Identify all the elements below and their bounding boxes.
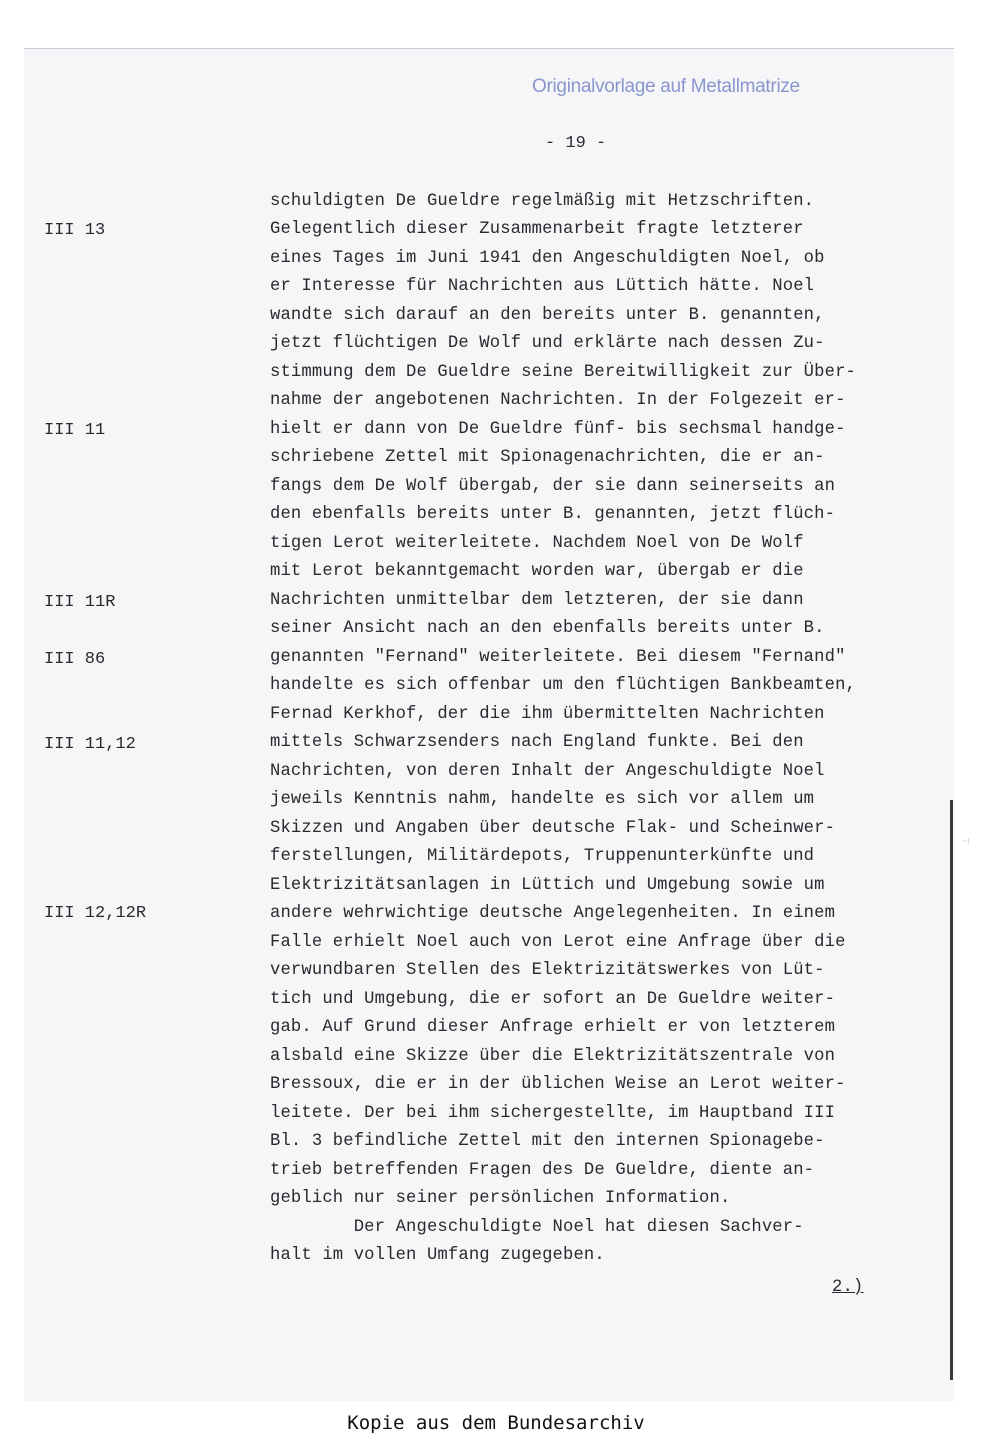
text-line: stimmung dem De Gueldre seine Bereitwilligkeit zur Über-	[270, 363, 856, 382]
text-line: nahme der angebotenen Nachrichten. In der Folgezeit er-	[270, 391, 846, 410]
text-line: tigen Lerot weiterleitete. Nachdem Noel von De Wolf	[270, 534, 804, 553]
text-line: Elektrizitätsanlagen in Lüttich und Umgebung sowie um	[270, 876, 825, 895]
margin-note: III 11	[44, 421, 106, 440]
text-line: Nachrichten unmittelbar dem letzteren, der sie dann	[270, 591, 804, 610]
text-line: andere wehrwichtige deutsche Angelegenheiten. In einem	[270, 904, 836, 923]
text-line: jetzt flüchtigen De Wolf und erklärte nach dessen Zu-	[270, 334, 825, 353]
text-line: Falle erhielt Noel auch von Lerot eine Anfrage über die	[270, 933, 846, 952]
text-line: gab. Auf Grund dieser Anfrage erhielt er von letzterem	[270, 1018, 836, 1037]
text-line: Der Angeschuldigte Noel hat diesen Sachver-	[270, 1218, 804, 1237]
margin-note: III 13	[44, 221, 106, 240]
text-line: jeweils Kenntnis nahm, handelte es sich vor allem um	[270, 790, 815, 809]
text-line: schuldigten De Gueldre regelmäßig mit Hetzschriften.	[270, 192, 815, 211]
text-line: fangs dem De Wolf übergab, der sie dann seinerseits an	[270, 477, 836, 496]
text-line: halt im vollen Umfang zugegeben.	[270, 1246, 605, 1265]
text-line: Bressoux, die er in der üblichen Weise an Lerot weiter-	[270, 1075, 846, 1094]
text-line: Bl. 3 befindliche Zettel mit den internen Spionagebe-	[270, 1132, 825, 1151]
text-line: handelte es sich offenbar um den flüchtigen Bankbeamten,	[270, 676, 856, 695]
margin-note: III 12,12R	[44, 904, 147, 923]
text-line: leitete. Der bei ihm sichergestellte, im Hauptband III	[270, 1104, 836, 1123]
text-line: eines Tages im Juni 1941 den Angeschuldigten Noel, ob	[270, 249, 825, 268]
text-line: tich und Umgebung, die er sofort an De Gueldre weiter-	[270, 990, 836, 1009]
text-line: Gelegentlich dieser Zusammenarbeit fragte letzterer	[270, 220, 804, 239]
archive-footer: Kopie aus dem Bundesarchiv	[347, 1412, 645, 1434]
text-line: alsbald eine Skizze über die Elektrizitätszentrale von	[270, 1047, 836, 1066]
text-line: wandte sich darauf an den bereits unter B. genannten,	[270, 306, 825, 325]
text-line: er Interesse für Nachrichten aus Lüttich hätte. Noel	[270, 277, 815, 296]
margin-mark: ⁻⁾	[962, 838, 970, 849]
text-line: den ebenfalls bereits unter B. genannten, jetzt flüch-	[270, 505, 836, 524]
text-line: schriebene Zettel mit Spionagenachrichten, die er an-	[270, 448, 825, 467]
text-line: seiner Ansicht nach an den ebenfalls bereits unter B.	[270, 619, 825, 638]
continuation-marker: 2.)	[832, 1278, 864, 1297]
margin-rule	[950, 800, 953, 1380]
text-line: trieb betreffenden Fragen des De Gueldre, diente an-	[270, 1161, 815, 1180]
text-line: Fernad Kerkhof, der die ihm übermittelten Nachrichten	[270, 705, 825, 724]
text-line: mit Lerot bekanntgemacht worden war, übergab er die	[270, 562, 804, 581]
archive-stamp: Originalvorlage auf Metallmatrize	[532, 76, 800, 97]
text-line: ferstellungen, Militärdepots, Truppenunterkünfte und	[270, 847, 815, 866]
text-line: geblich nur seiner persönlichen Information.	[270, 1189, 731, 1208]
margin-note: III 11R	[44, 593, 116, 612]
margin-note: III 11,12	[44, 735, 136, 754]
text-line: Skizzen und Angaben über deutsche Flak- und Scheinwer-	[270, 819, 836, 838]
page-number: - 19 -	[545, 134, 607, 153]
text-line: mittels Schwarzsenders nach England funkte. Bei den	[270, 733, 804, 752]
text-line: verwundbaren Stellen des Elektrizitätswerkes von Lüt-	[270, 961, 825, 980]
text-line: hielt er dann von De Gueldre fünf- bis sechsmal handge-	[270, 420, 846, 439]
text-line: genannten "Fernand" weiterleitete. Bei diesem "Fernand"	[270, 648, 846, 667]
margin-note: III 86	[44, 650, 106, 669]
text-line: Nachrichten, von deren Inhalt der Angeschuldigte Noel	[270, 762, 825, 781]
